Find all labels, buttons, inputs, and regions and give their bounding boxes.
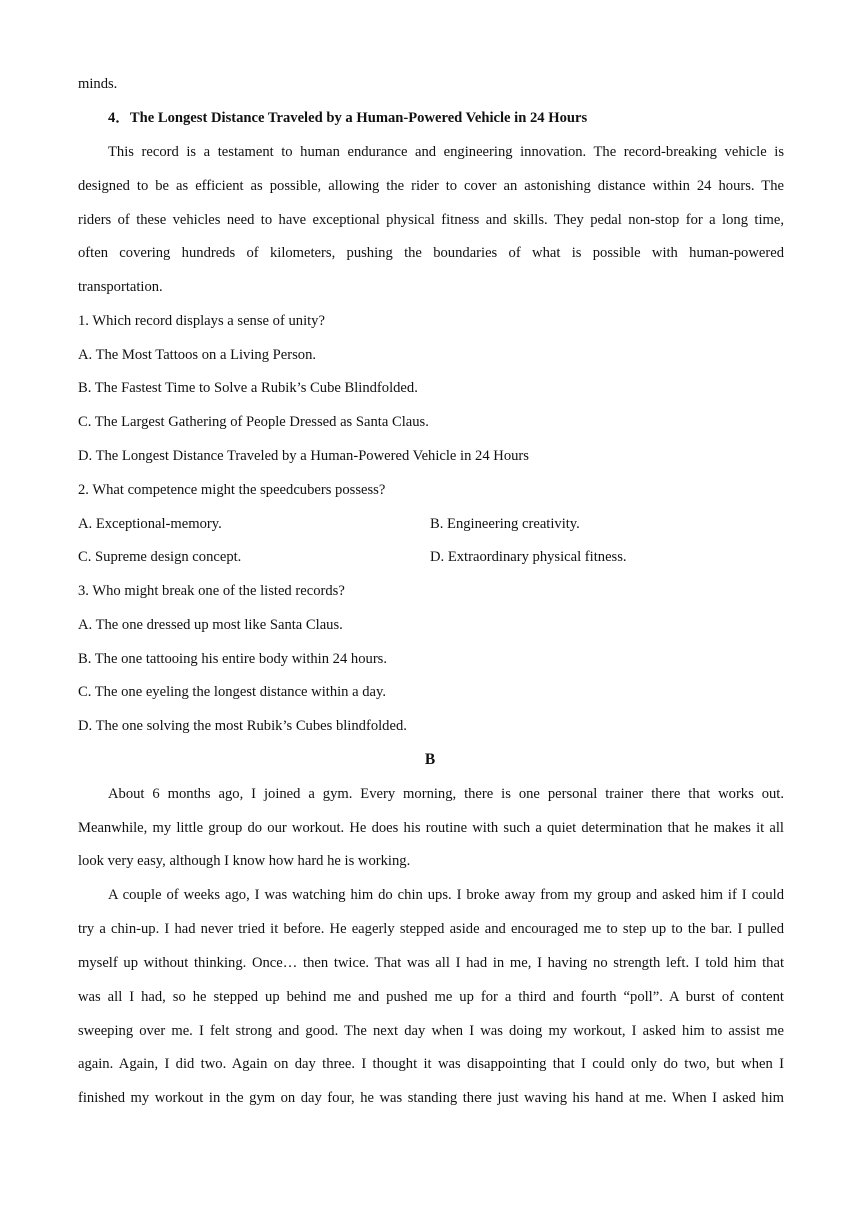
question-3-option-a: A. The one dressed up most like Santa Claus. (78, 617, 343, 633)
question-2-option-b: B. Engineering creativity. (430, 516, 580, 532)
question-1-option-d: D. The Longest Distance Traveled by a Human-Powered Vehicle in 24 Hours (78, 448, 529, 464)
paragraph-line: riders of these vehicles need to have exceptional physical fitness and skills. They pedal non-stop for a long time, (78, 212, 784, 228)
question-3-option-d: D. The one solving the most Rubik’s Cubes blindfolded. (78, 718, 407, 734)
section-heading-4: 4．The Longest Distance Traveled by a Human-Powered Vehicle in 24 Hours (108, 110, 588, 126)
paragraph-line: Meanwhile, my little group do our workout. He does his routine with such a quiet determination that he makes it all (78, 820, 784, 836)
paragraph-line: was all I had, so he stepped up behind me and pushed me up for a third and fourth “poll”. A burst of content (78, 989, 784, 1005)
paragraph-line: look very easy, although I know how hard he is working. (78, 853, 411, 869)
question-2-option-a: A. Exceptional-memory. (78, 516, 222, 532)
question-3-option-c: C. The one eyeling the longest distance within a day. (78, 684, 387, 700)
question-1-option-c: C. The Largest Gathering of People Dressed as Santa Claus. (78, 414, 429, 430)
question-2-stem: 2. What competence might the speedcubers possess? (78, 482, 386, 498)
question-2-option-d: D. Extraordinary physical fitness. (430, 549, 627, 565)
question-2-option-c: C. Supreme design concept. (78, 549, 242, 565)
paragraph-line: try a chin-up. I had never tried it before. He eagerly stepped aside and encouraged me to step up to the bar. I pulled (78, 921, 784, 937)
paragraph-line: This record is a testament to human endurance and engineering innovation. The record-breaking vehicle is (108, 144, 784, 160)
paragraph-line: designed to be as efficient as possible, allowing the rider to cover an astonishing distance within 24 hours. The (78, 178, 784, 194)
paragraph-line: myself up without thinking. Once… then twice. That was all I had in me, I having no strength left. I told him that (78, 955, 784, 971)
question-1-stem: 1. Which record displays a sense of unity? (78, 313, 325, 329)
question-1-option-a: A. The Most Tattoos on a Living Person. (78, 347, 317, 363)
paragraph-line: again. Again, I did two. Again on day three. I thought it was disappointing that I could only do two, but when I (78, 1056, 784, 1072)
paragraph-line: finished my workout in the gym on day four, he was standing there just waving his hand at me. When I asked him (78, 1090, 784, 1106)
paragraph-line: often covering hundreds of kilometers, pushing the boundaries of what is possible with human-powered (78, 245, 784, 261)
passage-a-tail-line: minds. (78, 76, 118, 92)
question-3-option-b: B. The one tattooing his entire body within 24 hours. (78, 651, 388, 667)
question-1-option-b: B. The Fastest Time to Solve a Rubik’s Cube Blindfolded. (78, 380, 418, 396)
paragraph-line: sweeping over me. I felt strong and good. The next day when I was doing my workout, I asked him to assist me (78, 1023, 784, 1039)
paragraph-line: A couple of weeks ago, I was watching him do chin ups. I broke away from my group and asked him if I could (108, 887, 784, 903)
section-b-heading: B (424, 751, 436, 768)
paragraph-line: About 6 months ago, I joined a gym. Every morning, there is one personal trainer there that works out. (108, 786, 784, 802)
question-3-stem: 3. Who might break one of the listed records? (78, 583, 345, 599)
paragraph-line: transportation. (78, 279, 163, 295)
